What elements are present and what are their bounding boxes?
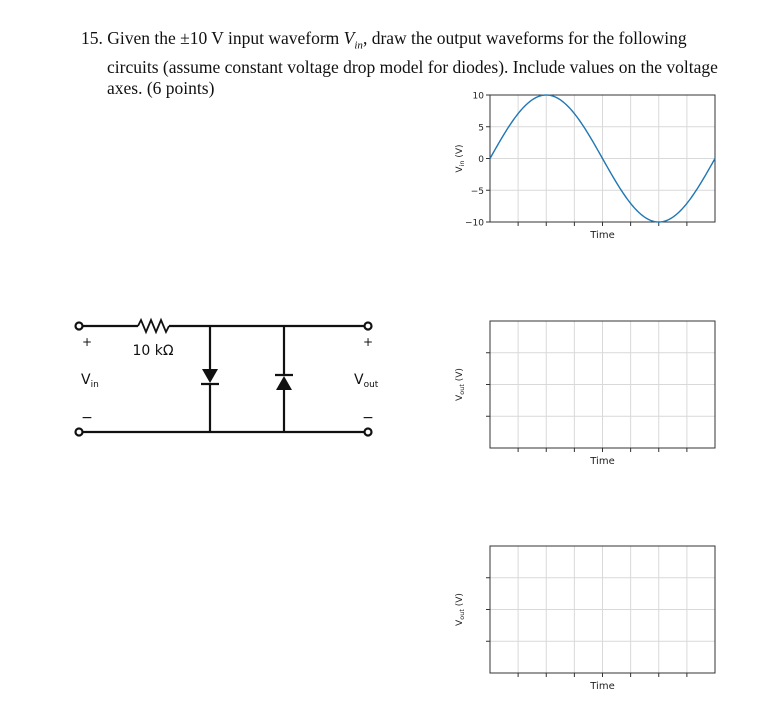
charts bbox=[455, 92, 715, 693]
diode-2-up bbox=[276, 376, 292, 390]
vin-label-main: V bbox=[81, 372, 91, 388]
y-axis-label-main: V bbox=[455, 166, 465, 173]
vout-minus-terminal bbox=[365, 429, 372, 436]
vin-label bbox=[81, 372, 99, 390]
vin-label-sub: in bbox=[90, 380, 99, 390]
y-axis-label bbox=[455, 593, 466, 626]
question-text-part-2: , draw the output waveforms for the following circuits (assume constant voltage drop model for diodes). Include values on the voltage axes. (6 points) bbox=[107, 28, 718, 98]
resistor-label: 10 kΩ bbox=[132, 343, 174, 359]
vout-minus-sign: − bbox=[362, 410, 374, 426]
y-tick-label: 5 bbox=[478, 123, 484, 134]
vin-variable-main: V bbox=[343, 28, 355, 48]
x-axis-label: Time bbox=[590, 456, 615, 467]
vout-label bbox=[354, 372, 379, 390]
chart-3 bbox=[455, 546, 715, 692]
vin-plus-terminal bbox=[76, 323, 83, 330]
vout-label-sub: out bbox=[363, 380, 379, 390]
resistor-10k bbox=[138, 320, 169, 332]
y-axis-label-unit: (V) bbox=[455, 144, 465, 161]
y-tick-label: −10 bbox=[465, 218, 484, 229]
y-axis-label-sub: in bbox=[458, 160, 466, 167]
vout-plus-terminal bbox=[365, 323, 372, 330]
y-tick-label: 0 bbox=[478, 155, 484, 165]
circuit-labels bbox=[81, 335, 379, 426]
vin-minus-sign: − bbox=[81, 410, 93, 426]
y-axis-label-unit: (V) bbox=[455, 593, 465, 610]
y-axis-label bbox=[455, 144, 466, 172]
circuit-schematic bbox=[76, 320, 372, 436]
y-axis-label bbox=[455, 368, 466, 401]
y-tick-label: −5 bbox=[470, 186, 484, 197]
vin-minus-terminal bbox=[76, 429, 83, 436]
diode-1-down bbox=[202, 369, 218, 383]
chart-1 bbox=[455, 92, 715, 242]
x-axis-label: Time bbox=[590, 230, 615, 241]
y-axis-label-main: V bbox=[455, 619, 465, 626]
chart-2 bbox=[455, 321, 715, 467]
vin-plus-sign: + bbox=[81, 335, 93, 349]
vout-label-main: V bbox=[354, 372, 364, 388]
y-axis-label-main: V bbox=[455, 394, 465, 401]
question-text-part-1: Given the ±10 V input waveform bbox=[102, 28, 344, 48]
x-axis-label: Time bbox=[590, 681, 615, 692]
vin-variable-sub: in bbox=[354, 39, 363, 52]
vout-plus-sign: + bbox=[362, 335, 374, 349]
y-tick-label: 10 bbox=[472, 91, 484, 102]
y-axis-label-unit: (V) bbox=[455, 368, 465, 385]
y-axis-label-sub: out bbox=[458, 384, 466, 395]
y-axis-label-sub: out bbox=[458, 609, 466, 620]
question-number: 15. bbox=[81, 28, 103, 48]
